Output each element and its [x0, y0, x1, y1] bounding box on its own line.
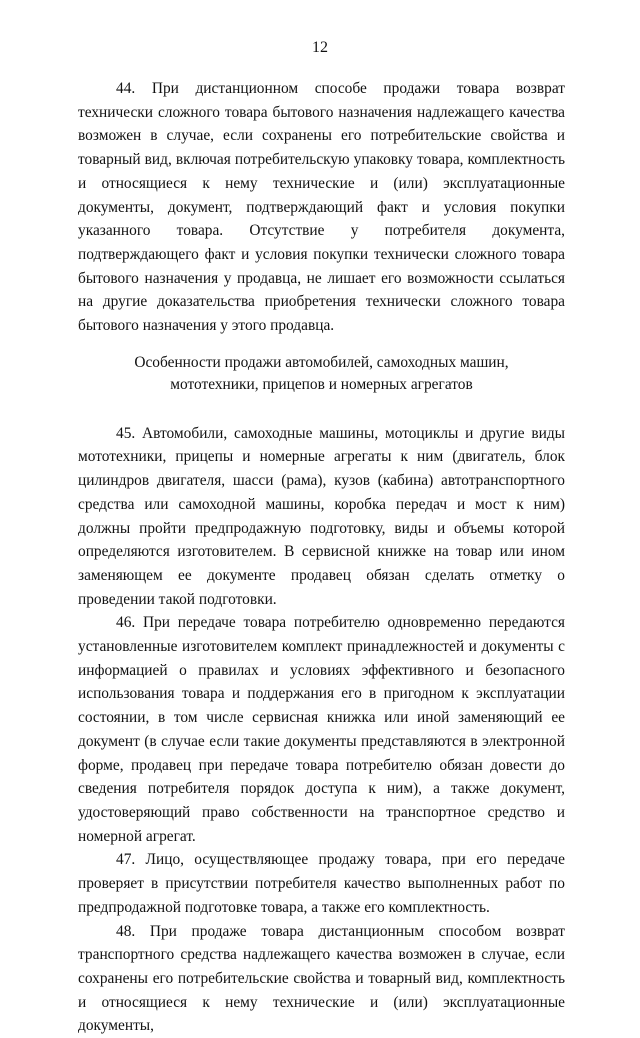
paragraph-46: 46. При передаче товара потребителю одновременно передаются установленные изготовителем комплект принадлежностей и документы с информацией о правилах и условиях эффективного и безопасного использования товара и поддержания его в пригодном к эксплуатации состоянии, в том числе сервисная книжка или иной заменяющий ее документ (в случае если такие документы представляются в электронной форме, продавец при передаче товара потребителю обязан довести до сведения потребителя порядок доступа к ним), а также документ, удостоверяющий право собственности на транспортное средство и номерной агрегат.: [78, 611, 565, 848]
document-body: [78, 77, 565, 1038]
paragraph-47: 47. Лицо, осуществляющее продажу товара, при его передаче проверяет в присутствии потребителя качество выполненных работ по предпродажной подготовке товара, а также его комплектность.: [78, 848, 565, 919]
section-heading-line-1: Особенности продажи автомобилей, самоходных машин,: [78, 352, 565, 374]
paragraph-44: 44. При дистанционном способе продажи товара возврат технически сложного товара бытового назначения надлежащего качества возможен в случае, если сохранены его потребительские свойства и товарный вид, включая потребительскую упаковку товара, комплектность и относящиеся к нему технические и (или) эксплуатационные документы, документ, подтверждающий факт и условия покупки указанного товара. Отсутствие у потребителя документа, подтверждающего факт и условия покупки технически сложного товара бытового назначения у продавца, не лишает его возможности ссылаться на другие доказательства приобретения технически сложного товара бытового назначения у этого продавца.: [78, 77, 565, 338]
paragraph-45: 45. Автомобили, самоходные машины, мотоциклы и другие виды мототехники, прицепы и номерные агрегаты к ним (двигатель, блок цилиндров двигателя, шасси (рама), кузов (кабина) автотранспортного средства или самоходной машины, коробка передач и мост к ним) должны пройти предпродажную подготовку, виды и объемы которой определяются изготовителем. В сервисной книжке на товар или ином заменяющем ее документе продавец обязан сделать отметку о проведении такой подготовки.: [78, 422, 565, 612]
section-heading-line-2: мототехники, прицепов и номерных агрегатов: [78, 374, 565, 396]
page-number: 12: [0, 38, 640, 58]
paragraph-48: 48. При продаже товара дистанционным способом возврат транспортного средства надлежащего качества возможен в случае, если сохранены его потребительские свойства и товарный вид, комплектность и относящиеся к нему технические и (или) эксплуатационные документы,: [78, 920, 565, 1038]
section-heading: [78, 352, 565, 396]
